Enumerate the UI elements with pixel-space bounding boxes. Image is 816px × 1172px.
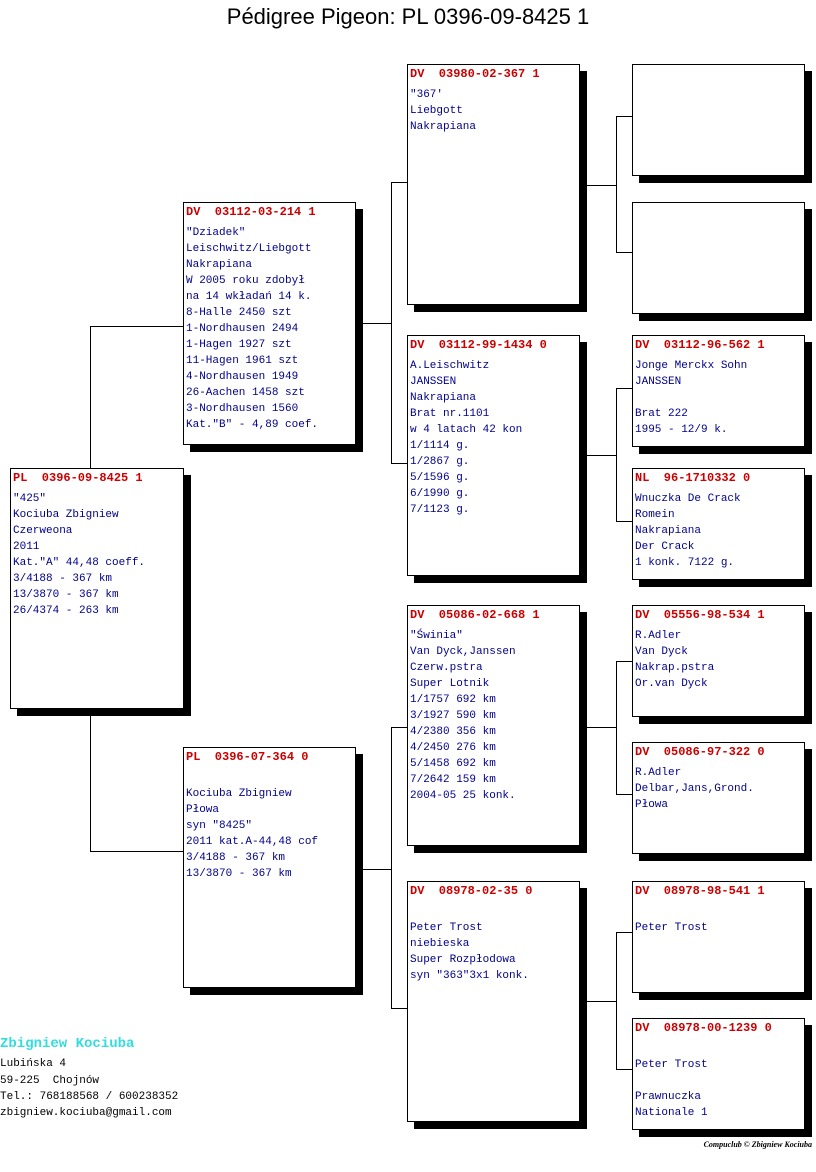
- bird-info-line: Brat nr.1101: [410, 408, 490, 420]
- bird-info-line: 11-Hagen 1961 szt: [186, 355, 299, 367]
- bird-card-subject[interactable]: [10, 468, 184, 709]
- bird-info-line: R.Adler: [635, 767, 682, 779]
- connector: [616, 116, 617, 253]
- bird-card-dss[interactable]: [632, 605, 805, 717]
- bird-info-line: Nakrapiana: [410, 392, 477, 404]
- bird-info-line: 8-Halle 2450 szt: [186, 307, 292, 319]
- ring-number: DV 08978-98-541 1: [635, 884, 765, 898]
- bird-info-line: 5/1458 692 km: [410, 758, 496, 770]
- bird-info-line: Prawnuczka: [635, 1091, 702, 1103]
- bird-info-line: 13/3870 - 367 km: [186, 868, 292, 880]
- connector: [587, 185, 617, 186]
- bird-info-line: [635, 1073, 802, 1089]
- connector: [391, 182, 392, 464]
- ring-number: DV 05556-98-534 1: [635, 608, 765, 622]
- bird-card-dam[interactable]: [183, 747, 356, 988]
- bird-card-ddd[interactable]: [632, 1018, 805, 1130]
- bird-info-line: 5/1596 g.: [410, 472, 470, 484]
- bird-info-line: "367': [410, 89, 444, 101]
- bird-card-sds[interactable]: [632, 335, 805, 447]
- bird-info-line: 7/2642 159 km: [410, 774, 496, 786]
- ring-number: DV 05086-02-668 1: [410, 608, 540, 622]
- ring-number: DV 03112-03-214 1: [186, 205, 316, 219]
- bird-info-line: Płowa: [186, 804, 220, 816]
- bird-info-line: Romein: [635, 509, 675, 521]
- bird-card-sss[interactable]: [632, 64, 805, 176]
- page-title: Pédigree Pigeon: PL 0396-09-8425 1: [226, 4, 590, 29]
- connector: [616, 932, 617, 1070]
- bird-info-line: Nakrapiana: [635, 525, 702, 537]
- connector: [616, 388, 632, 389]
- bird-info-line: Peter Trost: [635, 922, 708, 934]
- connector: [90, 326, 184, 327]
- bird-info-line: Delbar,Jans,Grond.: [635, 783, 754, 795]
- bird-info-line: 3/4188 - 367 km: [13, 573, 113, 585]
- owner-email[interactable]: zbigniew.kociuba@gmail.com: [0, 1107, 172, 1119]
- owner-address-city: 59-225 Chojnów: [0, 1075, 100, 1087]
- bird-info-line: "Świnia": [410, 630, 463, 642]
- bird-info-line: 4/2380 356 km: [410, 726, 496, 738]
- connector: [391, 182, 407, 183]
- bird-info-line: Leischwitz/Liebgott: [186, 243, 312, 255]
- connector: [587, 727, 617, 728]
- bird-info-line: na 14 wkładań 14 k.: [186, 291, 312, 303]
- bird-info-line: niebieska: [410, 938, 470, 950]
- connector: [616, 521, 632, 522]
- owner-name: Zbigniew Kociuba: [0, 1036, 135, 1052]
- owner-phone: Tel.: 768188568 / 600238352: [0, 1091, 179, 1103]
- ring-number: PL 0396-07-364 0: [186, 750, 309, 764]
- connector: [616, 661, 617, 795]
- bird-info-line: 26-Aachen 1458 szt: [186, 387, 305, 399]
- bird-info-line: Wnuczka De Crack: [635, 493, 741, 505]
- bird-info-line: 4-Nordhausen 1949: [186, 371, 299, 383]
- bird-info-line: 3/1927 590 km: [410, 710, 496, 722]
- bird-info-line: A.Leischwitz: [410, 360, 490, 372]
- bird-info-line: R.Adler: [635, 630, 682, 642]
- ring-number: DV 08978-00-1239 0: [635, 1021, 772, 1035]
- bird-card-sire-dam[interactable]: [407, 335, 580, 576]
- bird-info-line: 26/4374 - 263 km: [13, 605, 119, 617]
- bird-info-line: [635, 390, 802, 406]
- bird-info-line: Czerw.pstra: [410, 662, 483, 674]
- bird-info-line: [635, 1041, 802, 1057]
- bird-info-line: syn "8425": [186, 820, 253, 832]
- bird-card-dds[interactable]: [632, 881, 805, 993]
- bird-info-line: Super Rozpłodowa: [410, 954, 516, 966]
- bird-info-line: 2004-05 25 konk.: [410, 790, 516, 802]
- bird-info-line: 13/3870 - 367 km: [13, 589, 119, 601]
- bird-info-line: Czerweona: [13, 525, 73, 537]
- bird-info-line: Jonge Merckx Sohn: [635, 360, 748, 372]
- bird-info-line: [186, 770, 353, 786]
- bird-info-line: Peter Trost: [635, 1059, 708, 1071]
- bird-info-line: 1/2867 g.: [410, 456, 470, 468]
- connector: [391, 1008, 407, 1009]
- bird-card-ssd[interactable]: [632, 202, 805, 314]
- bird-card-sire[interactable]: [183, 202, 356, 445]
- ring-number: PL 0396-09-8425 1: [13, 471, 143, 485]
- connector: [587, 1001, 617, 1002]
- bird-card-sdd[interactable]: [632, 468, 805, 580]
- bird-card-sire-sire[interactable]: [407, 64, 580, 305]
- connector: [616, 252, 632, 253]
- bird-info-line: Nakrap.pstra: [635, 662, 715, 674]
- bird-info-line: [410, 904, 577, 920]
- bird-info-line: 1-Hagen 1927 szt: [186, 339, 292, 351]
- connector: [616, 116, 632, 117]
- bird-info-line: 2011 kat.A-44,48 cof: [186, 836, 319, 848]
- bird-info-line: Kociuba Zbigniew: [13, 509, 119, 521]
- connector: [616, 388, 617, 522]
- bird-info-line: Der Crack: [635, 541, 695, 553]
- bird-info-line: [635, 904, 802, 920]
- bird-info-line: JANSSEN: [410, 376, 457, 388]
- ring-number: NL 96-1710332 0: [635, 471, 751, 485]
- connector: [391, 727, 392, 1009]
- bird-info-line: "425": [13, 493, 47, 505]
- bird-info-line: 7/1123 g.: [410, 504, 470, 516]
- bird-info-line: JANSSEN: [635, 376, 682, 388]
- connector: [391, 727, 407, 728]
- bird-info-line: 1/1757 692 km: [410, 694, 496, 706]
- bird-info-line: 3-Nordhausen 1560: [186, 403, 299, 415]
- connector: [616, 794, 632, 795]
- bird-info-line: 2011: [13, 541, 40, 553]
- bird-info-line: Liebgott: [410, 105, 463, 117]
- bird-info-line: 1-Nordhausen 2494: [186, 323, 299, 335]
- ring-number: DV 03112-96-562 1: [635, 338, 765, 352]
- bird-info-line: Nationale 1: [635, 1107, 708, 1119]
- bird-info-line: Nakrapiana: [410, 121, 477, 133]
- connector: [363, 869, 392, 870]
- connector: [616, 1069, 632, 1070]
- bird-info-line: Kat."A" 44,48 coeff.: [13, 557, 146, 569]
- ring-number: DV 05086-97-322 0: [635, 745, 765, 759]
- connector: [587, 455, 617, 456]
- bird-info-line: Brat 222: [635, 408, 688, 420]
- connector: [363, 323, 392, 324]
- connector: [90, 326, 91, 468]
- bird-info-line: Nakrapiana: [186, 259, 253, 271]
- bird-info-line: w 4 latach 42 kon: [410, 424, 523, 436]
- bird-info-line: 1/1114 g.: [410, 440, 470, 452]
- bird-info-line: syn "363"3x1 konk.: [410, 970, 529, 982]
- bird-info-line: 1995 - 12/9 k.: [635, 424, 728, 436]
- bird-info-line: Kociuba Zbigniew: [186, 788, 292, 800]
- bird-info-line: "Dziadek": [186, 227, 246, 239]
- ring-number: DV 08978-02-35 0: [410, 884, 533, 898]
- bird-card-dam-dam[interactable]: [407, 881, 580, 1122]
- bird-info-line: Super Lotnik: [410, 678, 490, 690]
- connector: [391, 463, 407, 464]
- ring-number: DV 03112-99-1434 0: [410, 338, 547, 352]
- bird-info-line: Van Dyck,Janssen: [410, 646, 516, 658]
- bird-info-line: 4/2450 276 km: [410, 742, 496, 754]
- bird-info-line: 6/1990 g.: [410, 488, 470, 500]
- bird-info-line: Peter Trost: [410, 922, 483, 934]
- bird-info-line: 1 konk. 7122 g.: [635, 557, 735, 569]
- connector: [616, 932, 632, 933]
- bird-info-line: Or.van Dyck: [635, 678, 708, 690]
- bird-info-line: 3/4188 - 367 km: [186, 852, 286, 864]
- owner-address-street: Lubińska 4: [0, 1058, 67, 1070]
- bird-info-line: W 2005 roku zdobył: [186, 275, 305, 287]
- bird-info-line: Płowa: [635, 799, 669, 811]
- bird-info-line: Kat."B" - 4,89 coef.: [186, 419, 319, 431]
- connector: [90, 851, 184, 852]
- bird-card-dam-sire[interactable]: [407, 605, 580, 846]
- bird-card-dsd[interactable]: [632, 742, 805, 854]
- connector: [90, 716, 91, 852]
- footer-credit: Compuclub © Zbigniew Kociuba: [703, 1140, 812, 1149]
- bird-info-line: Van Dyck: [635, 646, 688, 658]
- ring-number: DV 03980-02-367 1: [410, 67, 540, 81]
- connector: [616, 661, 632, 662]
